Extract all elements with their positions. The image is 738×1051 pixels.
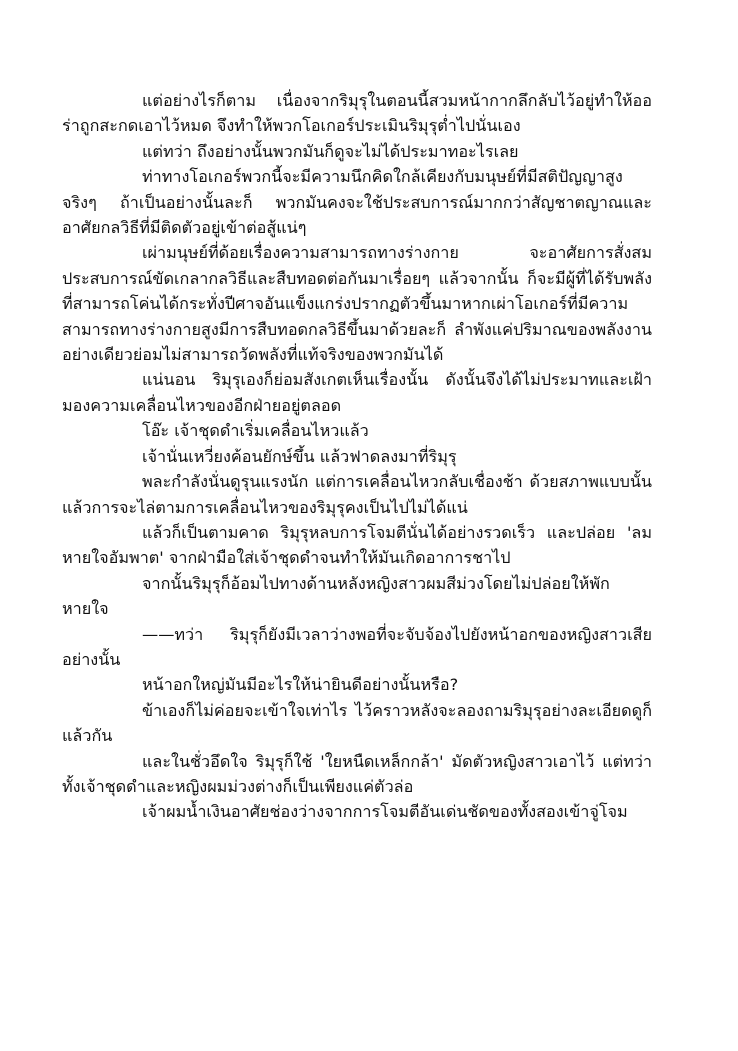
paragraph-7: เจ้านั่นเหวี่ยงค้อนยักษ์ขึ้น แล้วฟาดลงมาที่ริมุรุ	[142, 446, 457, 466]
paragraph-10: จากนั้นริมุรุก็อ้อมไปทางด้านหลังหญิงสาวผมสีม่วงโดยไม่ปล่อยให้พักหายใจ	[62, 573, 610, 619]
paragraph-14: และในชั่วอึดใจ ริมุรุก็ใช้ 'ใยหนืดเหล็กกล้า' มัดตัวหญิงสาวเอาไว้ แต่ทว่า ทั้งเจ้าชุดดำและหญิงผมม่วงต่างก็เป็นเพียงแค่ตัวล่อ	[62, 751, 652, 796]
paragraph-13: ข้าเองก็ไม่ค่อยจะเข้าใจเท่าไร ไว้คราวหลังจะลองถามริมุรุอย่างละเอียดดูก็แล้วกัน	[62, 700, 652, 746]
paragraph-6: โอ๊ะ เจ้าชุดดำเริ่มเคลื่อนไหวแล้ว	[142, 421, 369, 441]
paragraph-3: ท่าทางโอเกอร์พวกนี้จะมีความนึกคิดใกล้เคียงกับมนุษย์ที่มีสติปัญญาสูงจริงๆ ถ้าเป็นอย่างนั้นละก็ พวกมันคงจะใช้ประสบการณ์มากกว่าสัญชาตญาณและอาศัยกลวิธีที่มีติดตัวอยู่เข้าต่อสู้แน่ๆ	[62, 167, 652, 238]
paragraph-9: แล้วก็เป็นตามคาด ริมุรุหลบการโจมตีนั่นได้อย่างรวดเร็ว และปล่อย 'ลมหายใจอัมพาต' จากฝ่ามือใส่เจ้าชุดดำจนทำให้มันเกิดอาการชาไป	[62, 522, 652, 568]
paragraph-1: แต่อย่างไรก็ตาม เนื่องจากริมุรุในตอนนี้สวมหน้ากากลึกลับไว้อยู่ทำให้ออร่าถูกสะกดเอาไว้หมด จึงทำให้พวกโอเกอร์ประเมินริมุรุต่ำไปนั่นเอง	[62, 91, 652, 136]
paragraph-11: ——ทว่า ริมุรุก็ยังมีเวลาว่างพอที่จะจับจ้องไปยังหน้าอกของหญิงสาวเสียอย่างนั้น	[62, 624, 652, 669]
paragraph-15: เจ้าผมน้ำเงินอาศัยช่องว่างจากการโจมตีอันเด่นชัดของทั้งสองเข้าจู่โจม	[142, 802, 628, 822]
paragraph-8: พละกำลังนั่นดูรุนแรงนัก แต่การเคลื่อนไหวกลับเชื่องช้า ด้วยสภาพแบบนั้นแล้วการจะไล่ตามการเคลื่อนไหวของริมุรุคงเป็นไปไม่ได้แน่	[62, 472, 652, 517]
paragraph-5: แน่นอน ริมุรุเองก็ย่อมสังเกตเห็นเรื่องนั้น ดังนั้นจึงได้ไม่ประมาทและเฝ้ามองความเคลื่อนไหวของอีกฝ่ายอยู่ตลอด	[62, 370, 652, 415]
body-text	[62, 88, 652, 825]
paragraph-4: เผ่ามนุษย์ที่ด้อยเรื่องความสามารถทางร่างกาย จะอาศัยการสั่งสมประสบการณ์ขัดเกลากลวิธีและสืบทอดต่อกันมาเรื่อยๆ แล้วจากนั้น ก็จะมีผู้ที่ได้รับพลังที่สามารถโค่นได้กระทั่งปีศาจอันแข็งแกร่งปรากฏตัวขึ้นมาหากเผ่าโอเกอร์ที่มีความสามารถทางร่างกายสูงมีการสืบทอดกลวิธีขึ้นมาด้วยละก็ ลำพังแค่ปริมาณของพลังงานอย่างเดียวย่อมไม่สามารถวัดพลังที่แท้จริงของพวกมันได้	[62, 243, 652, 365]
paragraph-12: หน้าอกใหญ่มันมีอะไรให้น่ายินดีอย่างนั้นหรือ?	[142, 675, 459, 695]
paragraph-2: แต่ทว่า ถึงอย่างนั้นพวกมันก็ดูจะไม่ได้ประมาทอะไรเลย	[142, 141, 519, 161]
